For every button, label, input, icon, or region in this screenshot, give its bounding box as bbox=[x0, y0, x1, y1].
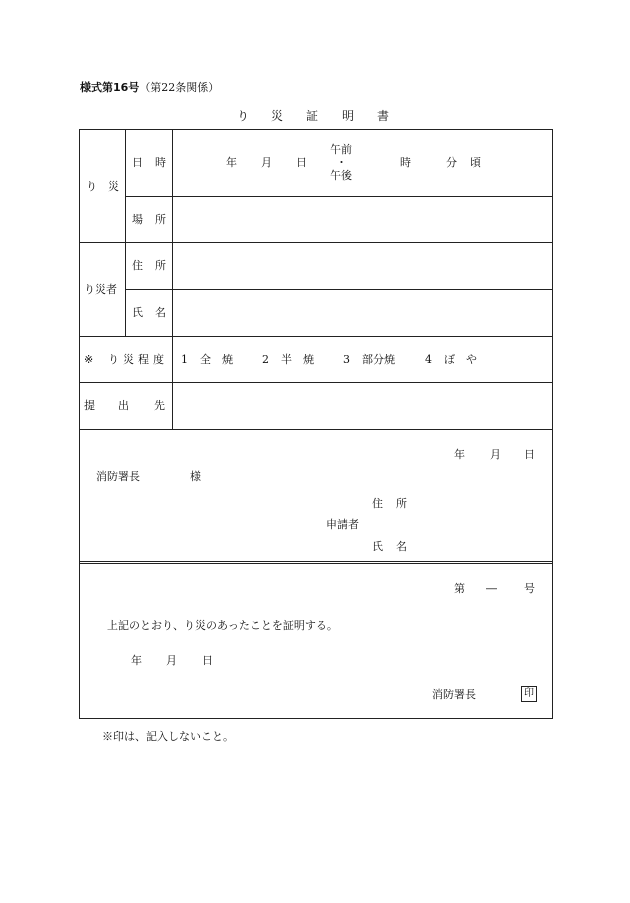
disaster-label-1: り bbox=[86, 180, 97, 193]
victim-name-label-2: 名 bbox=[155, 306, 166, 319]
submit-label-2: 出 bbox=[118, 399, 129, 412]
cert-day: 日 bbox=[202, 654, 213, 667]
victim-name-label-1: 氏 bbox=[132, 306, 143, 319]
form-number-text: 様式第16号 bbox=[80, 81, 140, 94]
addressee: 消防署長 bbox=[96, 470, 140, 483]
severity-option-num: 1 bbox=[181, 353, 188, 366]
datetime-dot: ・ bbox=[336, 156, 347, 169]
severity-option-label: 半 焼 bbox=[281, 353, 314, 366]
place-field[interactable] bbox=[173, 197, 551, 241]
title-char-1: り bbox=[237, 109, 250, 123]
datetime-year: 年 bbox=[226, 156, 237, 169]
title-char-2: 災 bbox=[271, 109, 284, 123]
applicant-address-label-1: 住 bbox=[372, 497, 383, 510]
severity-label-2: り bbox=[108, 353, 119, 366]
applicant-label: 申請者 bbox=[326, 518, 359, 531]
datetime-pm: 午後 bbox=[330, 169, 352, 182]
submit-label-3: 先 bbox=[154, 399, 165, 412]
form-relation: （第22条関係） bbox=[139, 81, 220, 94]
cert-number-dash: ― bbox=[486, 582, 497, 595]
cert-issuer: 消防署長 bbox=[432, 688, 476, 701]
title-char-5: 書 bbox=[377, 109, 390, 123]
severity-label-4: 程 bbox=[138, 353, 149, 366]
title-char-3: 証 bbox=[306, 109, 319, 123]
disaster-label-2: 災 bbox=[108, 180, 119, 193]
datetime-label-2: 時 bbox=[155, 156, 166, 169]
applicant-name-label-1: 氏 bbox=[372, 540, 383, 553]
seal-mark: 印 bbox=[521, 686, 537, 702]
victim-label: り災者 bbox=[84, 283, 117, 296]
severity-option-num: 4 bbox=[425, 353, 432, 366]
submit-to-field[interactable] bbox=[173, 383, 551, 428]
severity-label-1: ※ bbox=[84, 353, 94, 366]
honorific: 様 bbox=[190, 470, 201, 483]
datetime-minute: 分 bbox=[446, 156, 457, 169]
cert-statement: 上記のとおり、り災のあったことを証明する。 bbox=[107, 619, 338, 632]
form-number bbox=[80, 82, 219, 93]
severity-label-5: 度 bbox=[153, 353, 164, 366]
application-day: 日 bbox=[524, 448, 535, 461]
applicant-name-label-2: 名 bbox=[396, 540, 407, 553]
victim-address-label-1: 住 bbox=[132, 259, 143, 272]
applicant-address-label-2: 所 bbox=[396, 497, 407, 510]
place-label-1: 場 bbox=[132, 213, 143, 226]
title-char-4: 明 bbox=[342, 109, 355, 123]
application-year: 年 bbox=[454, 448, 465, 461]
place-label-2: 所 bbox=[155, 213, 166, 226]
datetime-label-1: 日 bbox=[132, 156, 143, 169]
application-month: 月 bbox=[490, 448, 501, 461]
cert-number-prefix: 第 bbox=[454, 582, 465, 595]
severity-label-3: 災 bbox=[123, 353, 134, 366]
datetime-month: 月 bbox=[261, 156, 272, 169]
severity-option-num: 3 bbox=[343, 353, 350, 366]
severity-option-label: 部分焼 bbox=[362, 353, 395, 366]
victim-address-field[interactable] bbox=[173, 243, 551, 288]
datetime-approx: 頃 bbox=[470, 156, 481, 169]
victim-address-label-2: 所 bbox=[155, 259, 166, 272]
severity-option-label: 全 焼 bbox=[200, 353, 233, 366]
cert-number-suffix: 号 bbox=[524, 582, 535, 595]
severity-option-label: ぼ や bbox=[444, 353, 477, 366]
footnote: ※印は、記入しないこと。 bbox=[102, 730, 234, 743]
cert-year: 年 bbox=[131, 654, 142, 667]
cert-month: 月 bbox=[166, 654, 177, 667]
datetime-hour: 時 bbox=[400, 156, 411, 169]
victim-name-field[interactable] bbox=[173, 290, 551, 335]
datetime-day: 日 bbox=[296, 156, 307, 169]
datetime-am: 午前 bbox=[330, 143, 352, 156]
submit-label-1: 提 bbox=[84, 399, 95, 412]
severity-option-num: 2 bbox=[262, 353, 269, 366]
